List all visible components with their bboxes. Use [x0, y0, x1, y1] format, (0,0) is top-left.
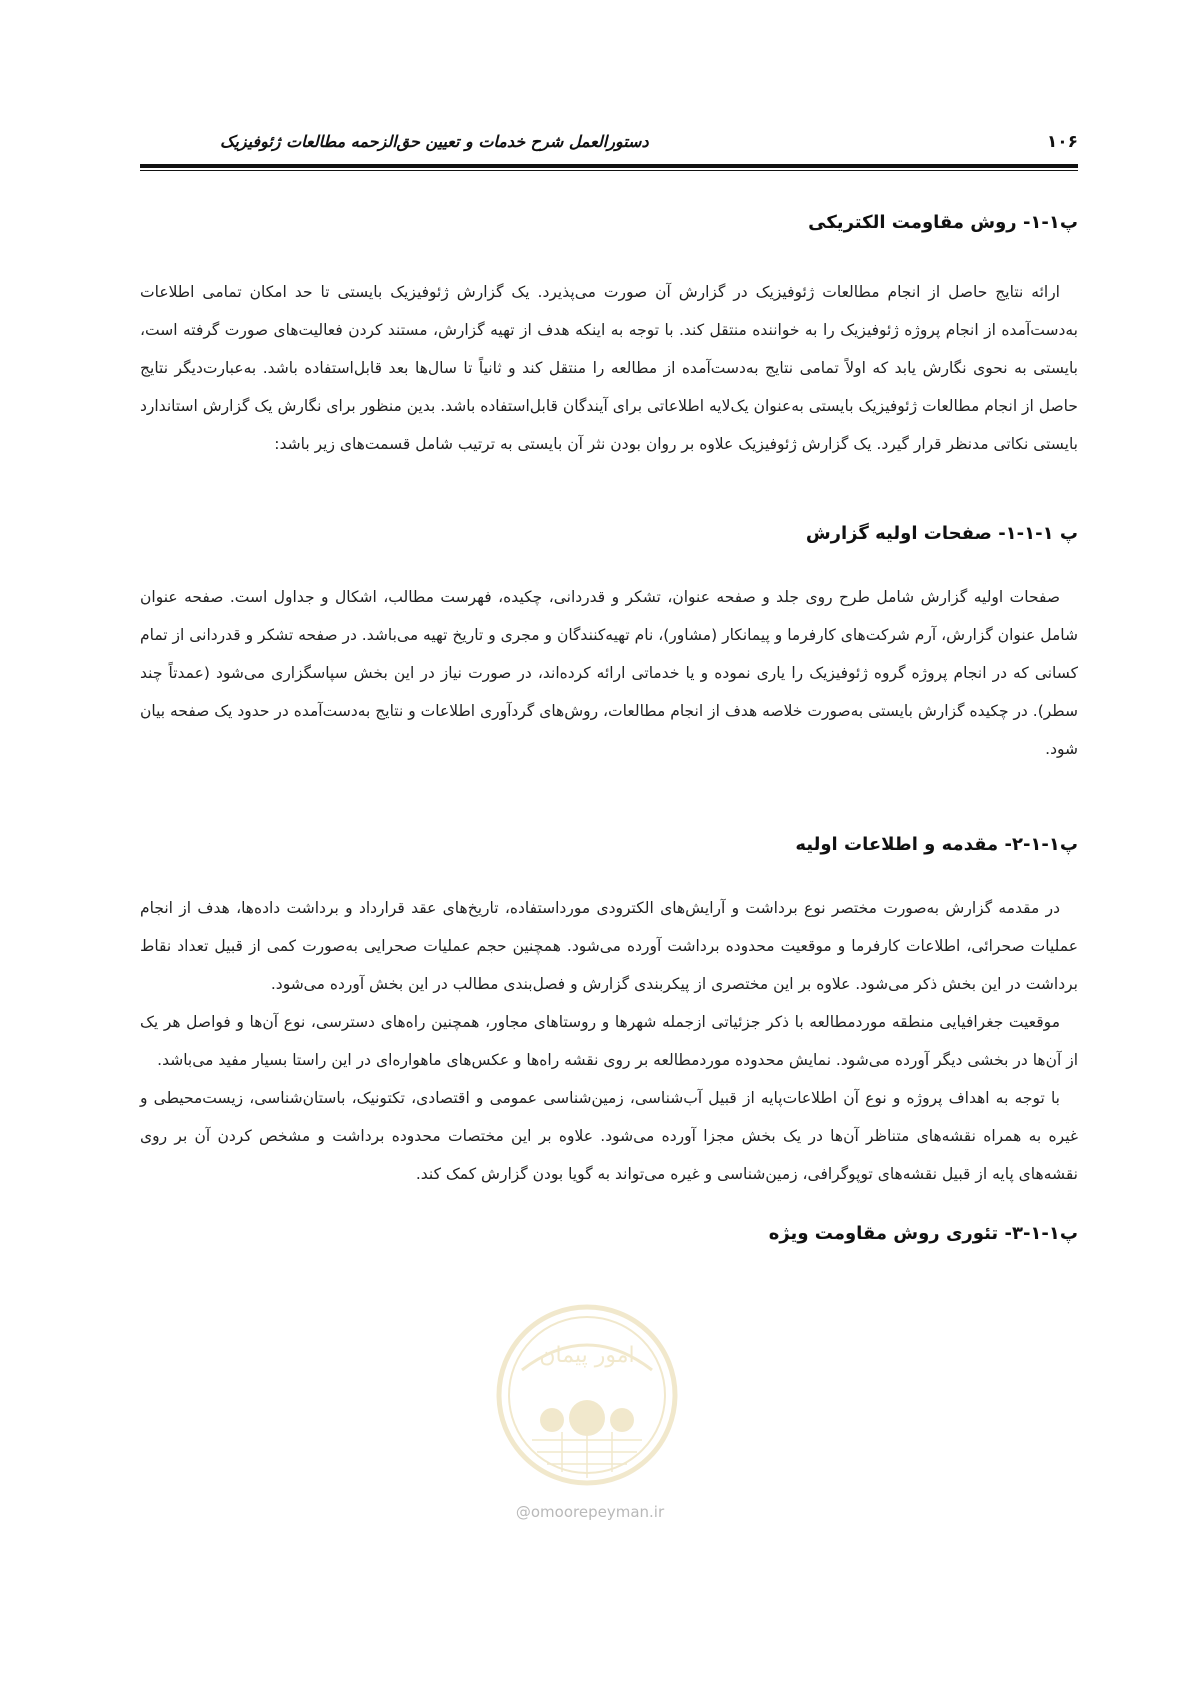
running-header-title: دستورالعمل شرح خدمات و تعیین حق‌الزحمه مطالعات ژئوفیزیک: [220, 132, 649, 151]
section-heading-resistivity-theory: پ۱-۱-۳- تئوری روش مقاومت ویژه: [768, 1223, 1078, 1244]
watermark-logo: [492, 1300, 682, 1490]
paragraph-introduction-3: با توجه به اهداف پروژه و نوع آن اطلاعات‌پایه از قبیل آب‌شناسی، زمین‌شناسی عمومی و اقتصادی، تکتونیک، باستان‌شناسی، زیست‌محیطی و غیره به همراه نقشه‌های متناظر آن‌ها در یک بخش مجزا آورده می‌شود. علاوه بر این مختصات محدوده برداشت و مشخص کردن آن بر روی نقشه‌های پایه از قبیل نقشه‌های توپوگرافی، زمین‌شناسی و غیره می‌تواند به گویا بودن گزارش کمک کند.: [140, 1089, 1078, 1183]
paragraph-introduction-1: در مقدمه گزارش به‌صورت مختصر نوع برداشت و آرایش‌های الکترودی مورداستفاده، تاریخ‌های عقد قرارداد و برداشت داده‌ها، هدف از انجام عملیات صحرائی، اطلاعات کارفرما و موقعیت محدوده برداشت آورده می‌شود. همچنین حجم عملیات صحرایی به‌صورت کمی از قبیل تعداد نقاط برداشت در این بخش ذکر می‌شود. علاوه بر این مختصری از پیکربندی گزارش و فصل‌بندی مطالب در این بخش آورده می‌شود.: [140, 899, 1078, 993]
paragraph-report-intro: ارائه نتایج حاصل از انجام مطالعات ژئوفیزیک در گزارش آن صورت می‌پذیرد. یک گزارش ژئوفیزیک بایستی تا حد امکان تمامی اطلاعات به‌دست‌آمده از انجام پروژه ژئوفیزیک را به خواننده منتقل کند. با توجه به اینکه هدف از تهیه گزارش، مستند کردن فعالیت‌های صورت گرفته است، بایستی به نحوی نگارش یابد که اولاً تمامی نتایج به‌دست‌آمده از مطالعه را منتقل کند و ثانیاً تا سال‌ها بعد قابل‌استفاده باشد. به‌عبارت‌دیگر نتایج حاصل از انجام مطالعات ژئوفیزیک بایستی به‌عنوان یک‌لایه اطلاعاتی برای آیندگان قابل‌استفاده باشد. بدین منظور برای نگارش یک گزارش استاندارد بایستی نکاتی مدنظر قرار گیرد. یک گزارش ژئوفیزیک علاوه بر روان بودن نثر آن بایستی به ترتیب شامل قسمت‌های زیر باشد:: [140, 283, 1078, 453]
section-heading-introduction: پ۱-۱-۲- مقدمه و اطلاعات اولیه: [795, 834, 1078, 855]
page-content: [140, 212, 1078, 1244]
header-rule-thick: [140, 164, 1078, 168]
watermark-url: @omoorepeyman.ir: [515, 1503, 665, 1521]
paragraph-introduction-2: موقعیت جغرافیایی منطقه موردمطالعه با ذکر جزئیاتی ازجمله شهرها و روستاهای مجاور، همچنین راه‌های دسترسی، نوع آن‌ها و فواصل هر یک از آن‌ها در بخشی دیگر آورده می‌شود. نمایش محدوده موردمطالعه بر روی نقشه راه‌ها و عکس‌های ماهواره‌ای در این راستا بسیار مفید می‌باشد.: [140, 1013, 1078, 1069]
section-heading-electrical-resistivity: پ۱-۱- روش مقاومت الکتریکی: [808, 212, 1078, 233]
section-heading-initial-pages: پ ۱-۱-۱- صفحات اولیه گزارش: [805, 523, 1078, 544]
running-header: [140, 128, 1078, 164]
watermark-logo-text: امور پیمان: [539, 1343, 635, 1368]
page-number: ۱۰۶: [1046, 132, 1078, 152]
header-rule-thin: [140, 170, 1078, 171]
paragraph-initial-pages: صفحات اولیه گزارش شامل طرح روی جلد و صفحه عنوان، تشکر و قدردانی، چکیده، فهرست مطالب، اشکال و جداول است. صفحه عنوان شامل عنوان گزارش، آرم شرکت‌های کارفرما و پیمانکار (مشاور)، نام تهیه‌کنندگان و مجری و تاریخ تهیه می‌باشد. در صفحه تشکر و قدردانی از تمام کسانی که در انجام پروژه گروه ژئوفیزیک را یاری نموده و یا خدماتی ارائه کرده‌اند، در صورت نیاز در این بخش سپاسگزاری می‌شود (عمدتاً چند سطر). در چکیده گزارش بایستی به‌صورت خلاصه هدف از انجام مطالعات، روش‌های گردآوری اطلاعات و نتایج به‌دست‌آمده در حدود یک صفحه بیان شود.: [140, 588, 1078, 758]
